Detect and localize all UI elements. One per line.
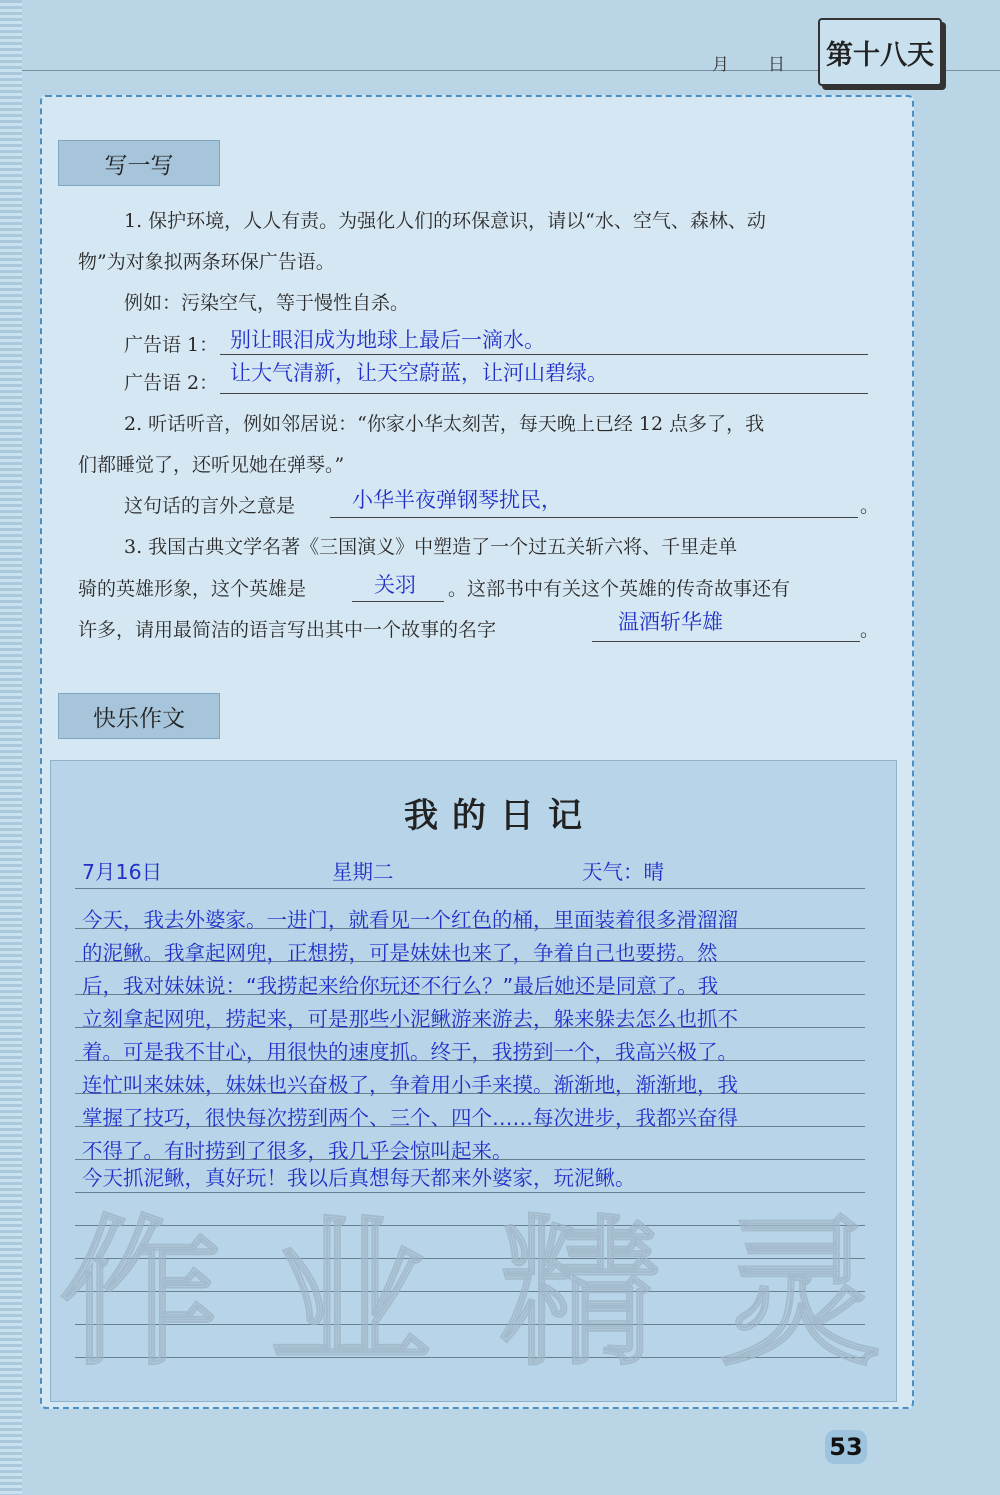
hero-answer: 关羽 xyxy=(374,573,416,597)
diary-line: 掌握了技巧，很快每次捞到两个、三个、四个……每次进步，我都兴奋得 xyxy=(82,1106,738,1130)
diary-weather: 天气：晴 xyxy=(582,860,664,884)
month-label: 月 xyxy=(712,55,729,75)
diary-rule xyxy=(75,888,865,889)
diary-weekday: 星期二 xyxy=(332,860,394,884)
watermark-char: 精 xyxy=(500,1200,661,1387)
hero-blank xyxy=(352,601,444,602)
diary-line: 后，我对妹妹说：“我捞起来给你玩还不行么？”最后她还是同意了。我 xyxy=(82,974,719,998)
watermark-char: 作 xyxy=(60,1200,221,1387)
slogan1-answer: 别让眼泪成为地球上最后一滴水。 xyxy=(230,328,545,352)
q3-line1: 3. 我国古典文学名著《三国演义》中塑造了一个过五关斩六将、千里走单 xyxy=(124,536,738,558)
page-number: 53 xyxy=(825,1430,867,1464)
slogan2-label: 广告语 2： xyxy=(124,372,219,394)
q3-line2b: 。这部书中有关这个英雄的传奇故事还有 xyxy=(448,578,791,600)
q3-end: 。 xyxy=(860,619,880,641)
diary-line: 的泥鳅。我拿起网兜，正想捞，可是妹妹也来了，争着自己也要捞。然 xyxy=(82,941,718,965)
slogan2-blank xyxy=(220,393,868,394)
q2-blank xyxy=(330,517,858,518)
section-write-tag: 写一写 xyxy=(58,140,220,186)
diary-line: 今天抓泥鳅，真好玩！我以后真想每天都来外婆家，玩泥鳅。 xyxy=(82,1166,636,1190)
day-label: 日 xyxy=(768,55,785,75)
story-answer: 温酒斩华雄 xyxy=(618,610,723,634)
slogan1-label: 广告语 1： xyxy=(124,334,219,356)
slogan2-answer: 让大气清新，让天空蔚蓝，让河山碧绿。 xyxy=(230,361,608,385)
watermark-char: 灵 xyxy=(720,1200,881,1387)
section-composition-tag: 快乐作文 xyxy=(58,693,220,739)
watermark-char: 业 xyxy=(270,1200,431,1387)
q1-line1: 1. 保护环境，人人有责。为强化人们的环保意识，请以“水、空气、森林、动 xyxy=(124,210,766,232)
story-blank xyxy=(592,641,860,642)
q2-line2: 们都睡觉了，还听见她在弹琴。” xyxy=(78,454,345,476)
q3-line3: 许多，请用最简洁的语言写出其中一个故事的名字 xyxy=(78,619,497,641)
book-spine xyxy=(0,0,22,1495)
q2-line1: 2. 听话听音，例如邻居说：“你家小华太刻苦，每天晚上已经 12 点多了，我 xyxy=(124,413,765,435)
diary-line: 今天，我去外婆家。一进门，就看见一个红色的桶，里面装着很多滑溜溜 xyxy=(82,908,738,932)
diary-line: 不得了。有时捞到了很多，我几乎会惊叫起来。 xyxy=(82,1139,513,1163)
day-tag: 第十八天 xyxy=(818,18,942,86)
diary-line: 连忙叫来妹妹，妹妹也兴奋极了，争着用小手来摸。渐渐地，渐渐地，我 xyxy=(82,1073,738,1097)
q1-line2: 物”为对象拟两条环保广告语。 xyxy=(78,251,335,273)
q2-prompt: 这句话的言外之意是 xyxy=(124,495,296,517)
diary-title: 我的日记 xyxy=(404,796,596,836)
slogan1-blank xyxy=(220,354,868,355)
diary-date: 7月16日 xyxy=(82,860,163,884)
q2-answer: 小华半夜弹钢琴扰民， xyxy=(352,488,562,512)
diary-line: 立刻拿起网兜，捞起来，可是那些小泥鳅游来游去，躲来躲去怎么也抓不 xyxy=(82,1007,738,1031)
diary-line: 着。可是我不甘心，用很快的速度抓。终于，我捞到一个，我高兴极了。 xyxy=(82,1040,738,1064)
q2-end: 。 xyxy=(860,495,880,517)
q1-example: 例如：污染空气，等于慢性自杀。 xyxy=(124,292,410,314)
q3-line2a: 骑的英雄形象，这个英雄是 xyxy=(78,578,307,600)
